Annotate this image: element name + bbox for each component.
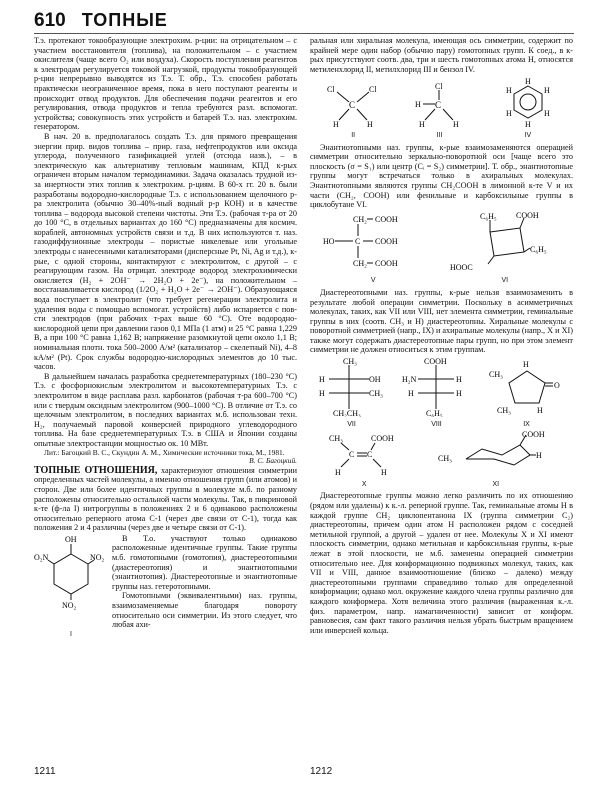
ch3-label: CH₃: [437, 454, 452, 464]
h-label: H: [318, 375, 325, 385]
benzene-ring: [514, 86, 542, 118]
ch3-label: CH₃: [342, 357, 357, 367]
cooh-label: COOH: [375, 214, 398, 224]
no2-bottom-label: NO₂: [62, 600, 77, 610]
h-label: H: [453, 120, 460, 129]
cooh-label: COOH: [375, 258, 398, 268]
c6h5-label: C₆H₅: [425, 409, 443, 418]
bond: [373, 459, 381, 467]
figure-label: II: [351, 131, 356, 139]
structure-x: [327, 431, 401, 489]
ch2-label: CH₂: [353, 214, 368, 224]
structures-x-xi: [310, 431, 573, 489]
h-label: H: [333, 120, 339, 129]
h-label: H: [522, 360, 529, 370]
cyclobutane-ring: [490, 228, 524, 256]
structure-ii: [325, 82, 381, 140]
h-label: H: [543, 109, 550, 119]
ch3-label: CH₃: [488, 370, 503, 380]
bond: [443, 109, 453, 120]
figure-label: V: [370, 277, 376, 285]
picric-block: [34, 534, 297, 630]
column-number-left: 1211: [34, 766, 56, 777]
carbon-label: C: [349, 100, 356, 111]
cl-label: Cl: [369, 85, 377, 95]
running-title: ТОПНЫЕ: [81, 10, 168, 30]
figure-label: IX: [523, 420, 530, 428]
cooh-label: COOH: [423, 357, 447, 367]
ch3-label: CH₃: [368, 389, 383, 399]
bond: [488, 256, 494, 264]
structure-vii-drawing: [319, 357, 385, 417]
structure-vii: [319, 357, 385, 429]
h-label: H: [505, 109, 512, 119]
bond: [341, 459, 349, 467]
benzene-ring: [54, 554, 88, 594]
bond: [371, 443, 375, 450]
cyclohexane-chair: [436, 431, 556, 477]
figure-label: I: [70, 630, 72, 638]
h-label: H: [455, 375, 462, 385]
cooh-label: COOH: [521, 431, 545, 440]
h-label: H: [381, 468, 388, 478]
structures-vii-ix: [310, 357, 573, 429]
page-number: 610: [34, 10, 66, 31]
right-column: [310, 36, 573, 635]
page-header: [34, 10, 168, 32]
header-rule: [34, 33, 574, 34]
figure-label: X: [361, 480, 367, 488]
structure-ix: [489, 357, 565, 429]
structure-iv: [498, 76, 558, 140]
paragraph: Диастереотопные группы можно легко различить по их отношению (рядом или удалены) к к.-л. реперной группе. Так, геминальные атомы H в каждой группе CH₂ циклопентанона IX (группа симметрии C₂) диастереотопны, причем один атом H расположен рядом с соседней метильной группой, а другой – удален от нее. Молекулы X и XI имеют плоскость симметрии, однако метильная и карбоксильная группы, к-рые лежат в этой плоскости, не м.б. заменены операцией симметрии относительно нее. Для конформационно подвижных молекул, таких, как VII и VIII, данное взаимоотношение (близко – далеко) между диастереотопными группами справедливо только для определенной конформации; однако мол. окружение каждого члена группы различно для каждого конформера. Хотя величина этого различия (выраженная к.-л. физ. параметром, напр. намагниченности) зависит от конформ. равновесия, сам факт такого различия нельзя убрать быстрым вращением или инверсией кольца.: [310, 491, 573, 635]
h-label: H: [524, 120, 531, 129]
figure-label: XI: [492, 480, 500, 488]
column-number-right: 1212: [310, 766, 333, 777]
paragraph: Гомотопными (эквивалентными) наз. группы, взаимозаменяемые благодаря повороту относительно оси симметрии. Из этого следует, что любая ахи-: [112, 591, 297, 630]
paragraph: Диастереотопными наз. группы, к-рые нельзя взаимозаменить в результате любой операции симметрии. Поскольку в асимметричных молекулах, таких, как VII или VIII, нет элемента симметрии, геминальные группы в них (соотв. CH₃ и H) диастереотопны. Хиральные молекулы с поворотной симметрией (напр., IX) и ахиральные молекулы (напр., X и XI) также могут содержать диастереотопные пары групп, но при этом элемент симметрии не должен относиться к этим группам.: [310, 287, 573, 355]
cooh-label: COOH: [375, 236, 398, 246]
cl-label: Cl: [435, 82, 444, 92]
methylene-chloride: [325, 82, 381, 128]
ch3-label: CH₃: [496, 406, 511, 416]
h-label: H: [367, 120, 373, 129]
c6h5-label: C₆H₅: [529, 244, 547, 254]
paragraph: В Т.о. участвуют только одинаково расположенные идентичные группы. Такие группы м.б. гомотопными (гомотопия), диастереотопными (диастереотопия) и энантиотопными (энантиотопия). Диастереотопные и энантиотопные группы наз. гетеротопными.: [112, 533, 297, 591]
cyclobutane-derivative: [450, 212, 560, 274]
bond: [339, 109, 349, 120]
paragraph: В дальнейшем началась разработка среднетемпературных (180–230 °С) Т.э. с фосфорнокислым электролитом и высокотемпературных Т.э. с электролитом в виде расплава разл. карбонатов (рабочая т-ра 600–700 °С) или с твердым оксидным электролитом (900–1000 °С). В отличие от Т.э. со щелочным электролитом, в последних вариантах м.б. использован техн. H₂, получаемый паровой конверсией природного углеводородного топлива. На базе среднетемпературных Т.э. в США и Японии созданы опытные электростанции мощностью ок. 10 МВт.: [34, 371, 297, 448]
structure-v: [323, 212, 423, 286]
structure-x-drawing: [327, 431, 401, 477]
bond: [337, 92, 349, 102]
bond: [357, 109, 367, 120]
paragraph: Т.э. протекают токообразующие электрохим. р-ции: на отрицательном – с участием восстановителя (топлива), на положительном – с участием окислителя (чаще всего O₂ или воздуха). Скорость поступления реагентов к электродам регулируется токовой нагрузкой, продукты токообразующей р-ции непрерывно выводятся из Т.э. Т. обр., Т.э. способен работать практически неограниченное время, пока в него поступают реагенты и происходит отвод продуктов. Для обеспечения подачи реагентов и его регулирования, отвода продуктов и тепла требуются разл. вспомогат. устройства; совокупность этих устройств и батарей Т.э. наз. электрохим. генератором.: [34, 36, 297, 132]
figure-label: VI: [501, 277, 509, 285]
paragraph: Энантиотопными наз. группы, к-рые взаимозаменяются операцией симметрии относительно зеркально-поворотной оси [чаще всего это плоскость (σ = S₁) или центр (Cᵢ = S₂) симметрии]. Т. обр., энантиотопные группы могут встречаться только в ахиральных молекулах. Энантиотопными являются группы CH₂COOH в лимонной к-те V и их части (CH₂, COOH) или фенильные и карбоксильные группы в циклобутане VI.: [310, 142, 573, 210]
ch2ch3-label: CH₂CH₃: [332, 409, 361, 418]
bond: [425, 109, 435, 120]
citric-acid: [323, 212, 423, 274]
ch2-label: CH₂: [353, 258, 368, 268]
figure-label: III: [436, 131, 443, 139]
no2-left-label: O₂N: [34, 552, 49, 562]
h-label: H: [543, 86, 550, 96]
article-start: [34, 466, 297, 533]
paragraph: ральная или хиральная молекула, имеющая ось симметрии, содержит по крайней мере один набор (обычно пару) гомотопных групп. К соед., в к-рых присутствуют соотв. два, три и шесть гомотопных атома H, относятся метиленхлорид II, метилхлорид III и бензол IV.: [310, 36, 573, 74]
carbon-label: C: [367, 450, 373, 460]
article-term: ТОПНЫЕ ОТНОШЕНИЯ,: [34, 464, 158, 476]
paragraph: характеризуют отношения симметрии определенных частей молекулы, а именно отношения групп (или атомов) и сторон. Две или более идентичных группы в молекуле м.б. по разному расположены относительно остальной части молекулы. Так, в пикриновой к-те (ф-ла I) нитрогруппы в положениях 2 и 6 одинаково расположены относительно реперного атома С-1 (через две связи от С-1), тогда как положения 2 и 4 различны (через две и четыре связи от С-1).: [34, 465, 298, 533]
h-label: H: [419, 120, 426, 129]
ch3-label: CH₃: [329, 434, 344, 444]
structures-v-vi: [310, 212, 573, 286]
aromatic-circle: [520, 94, 536, 110]
hooc-label: HOOC: [449, 262, 473, 272]
cooh-label: COOH: [371, 434, 394, 444]
figure-label: VII: [347, 420, 356, 428]
h-label: H: [407, 389, 414, 399]
chair-ring: [466, 445, 530, 465]
h-label: H: [535, 451, 542, 461]
paragraph: В нач. 20 в. предполагалось создать Т.э. для прямого превращения энергии прир. видов топлива – прир. газа, нефтепродуктов или оксида углерода, полученного газификацией углей (отсюда назв.), – в электрическую как альтернативу тепловым машинам, КПД к-рых ограничен вторым началом термодинамики. Задача оказалась трудной из-за инертности этих топлив к электрохим. р-циям. В 60-х гг. 20 в. были разработаны водородно-кислородные Т.э. с использованием щелочного р-ра электролита (обычно 30–40%-ный водный р-р КОН) и в качестве топлива – водорода высокой степени чистоты. Эти Т.э. (рабочая т-ра от 20 до 100 °С, в отдельных вариантах до 160 °С) предназначены для космич. кораблей, автономных устройств связи и т.д. В них используются т. наз. газодиффузионные электроды – пористые никелевые или угольные электроды с нанесенными катализаторами (дисперсные Pt, Ni, Ag и т.д.), к-рые, с одной стороны, контактируют с электролитом, с другой – с реагирующим газом. На отрицат. электроде водород электрохимически окисляется (H₂ + 2OH⁻ → 2H₂O + 2e⁻), на положительном – восстанавливается кислород (1/2O₂ + H₂O + 2e⁻ → 2OH⁻). Образующаяся вода поступает в электролит (что требует регенерации электролита и удаления воды с помощью вспомогат. устройств) либо испаряется с пов-сти электродов (при рабочих т-рах выше 60 °С). Оте водородно-кислородной цепи при давлении газов 0,1 МПа (1 атм) и 25 °С равна 1,229 В, а при 100 °С равна 1,162 В; напряжение разомкнутой цепи около 1,1 В; номинальная плотн. тока 500–2000 А/м² (катализатор – скелетный Ni), 4–8 кА/м² (Pt). Срок службы водородно-кислородных элементов до 10 тыс. часов.: [34, 131, 297, 372]
picric-text: [112, 534, 297, 630]
h-label: H: [524, 77, 531, 87]
carbon-label: C: [349, 450, 355, 460]
structure-viii: [402, 357, 472, 429]
bond: [48, 560, 54, 564]
structure-viii-drawing: [402, 357, 472, 417]
h-label: H: [536, 406, 543, 416]
carbon-label: C: [355, 236, 361, 246]
cyclopentanone: [489, 357, 565, 417]
structures-ii-iv: [310, 76, 573, 140]
h-label: H: [335, 468, 342, 478]
ho-label: HO: [323, 236, 335, 246]
h-label: H: [505, 86, 512, 96]
structure-vi: [450, 212, 560, 286]
oh-label: OH: [368, 375, 381, 385]
bond: [341, 443, 349, 450]
bond: [357, 92, 369, 102]
h2n-label: H₂N: [401, 375, 416, 385]
cooh-label: COOH: [515, 211, 539, 220]
o-label: O: [553, 381, 560, 391]
author-signature: В. С. Багоцкий.: [249, 456, 297, 466]
structure-iii: [411, 82, 467, 140]
carbon-label: C: [435, 100, 442, 111]
cl-label: Cl: [327, 85, 335, 95]
literature-reference: Лит.: Багоцкий В. С., Скундин А. М., Химические источники тока, М., 1981.: [44, 447, 285, 457]
benzene: [498, 76, 558, 128]
c6h5-label: C₆H₅: [479, 211, 497, 221]
structure-xi: [436, 431, 556, 489]
methyl-chloride: [411, 82, 467, 128]
figure-label: IV: [524, 131, 532, 139]
no2-right-label: NO₂: [90, 552, 105, 562]
oh-label: OH: [65, 534, 77, 544]
picric-acid-structure: [34, 534, 108, 612]
left-column: [34, 36, 297, 639]
h-label: H: [415, 100, 422, 110]
h-label: H: [318, 389, 325, 399]
cyclopentane-ring: [509, 371, 545, 403]
h-label: H: [455, 389, 462, 399]
figure-label: VIII: [431, 420, 442, 428]
